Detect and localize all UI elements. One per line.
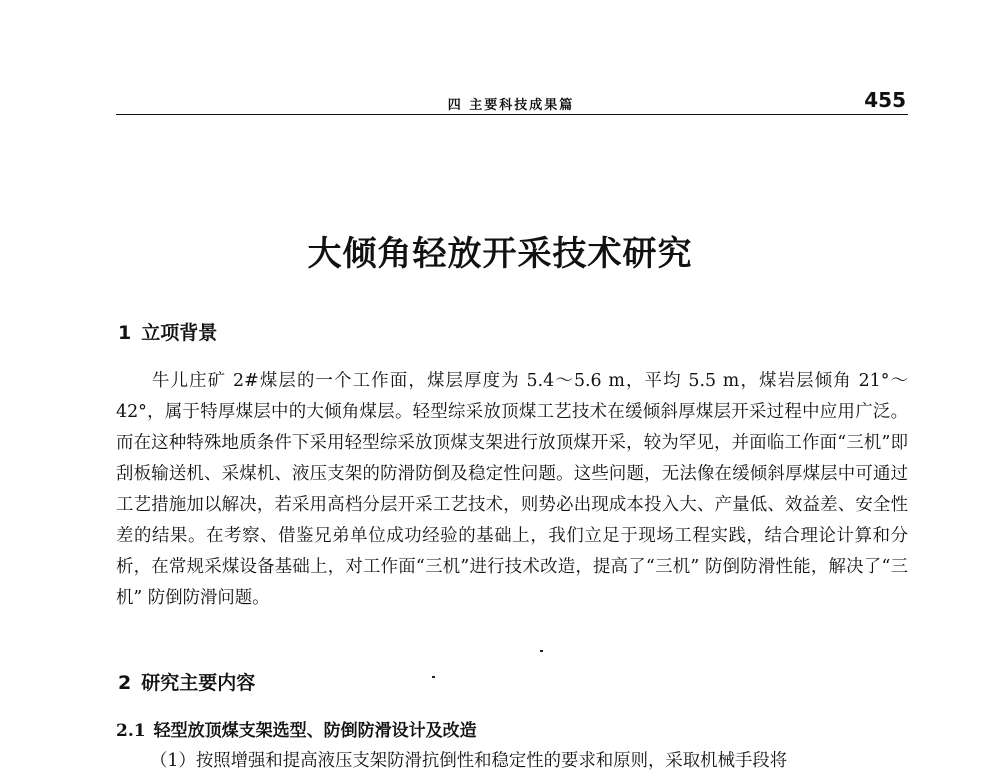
section-heading-1 [118, 318, 217, 345]
truncated-body-line: （1）按照增强和提高液压支架防滑抗倒性和稳定性的要求和原则，采取机械手段将 [150, 751, 788, 771]
section-heading-2 [118, 668, 255, 695]
scan-speck [540, 650, 543, 652]
header-rule [116, 114, 908, 115]
scan-speck [432, 676, 435, 678]
subsection-number: 2.1 [116, 721, 146, 741]
section-1-paragraph: 牛儿庄矿 2#煤层的一个工作面，煤层厚度为 5.4～5.6 m，平均 5.5 m，煤岩层倾角 21°～42°，属于特厚煤层中的大倾角煤层。轻型综采放顶煤工艺技术在缓倾斜厚煤层开采过程中应用广泛。而在这种特殊地质条件下采用轻型综采放顶煤支架进行放顶煤开采，较为罕见，并面临工作面“三机”即刮板输送机、采煤机、液压支架的防滑防倒及稳定性问题。这些问题，无法像在缓倾斜厚煤层中可通过工艺措施加以解决，若采用高档分层开采工艺技术，则势必出现成本投入大、产量低、效益差、安全性差的结果。在考察、借鉴兄弟单位成功经验的基础上，我们立足于现场工程实践，结合理论计算和分析，在常规采煤设备基础上，对工作面“三机”进行技术改造，提高了“三机” 防倒防滑性能，解决了“三机” 防倒防滑问题。 [116, 371, 908, 608]
running-header-title: 四 主要科技成果篇 [447, 98, 575, 113]
page-number: 455 [864, 88, 906, 112]
section-title: 研究主要内容 [141, 672, 256, 694]
section-number: 1 [118, 322, 132, 344]
subsection-title: 轻型放顶煤支架选型、防倒防滑设计及改造 [153, 721, 477, 741]
subsection-heading-2-1 [116, 716, 477, 741]
section-number: 2 [118, 672, 132, 694]
document-title: 大倾角轻放开采技术研究 [307, 234, 693, 274]
section-title: 立项背景 [141, 322, 218, 344]
